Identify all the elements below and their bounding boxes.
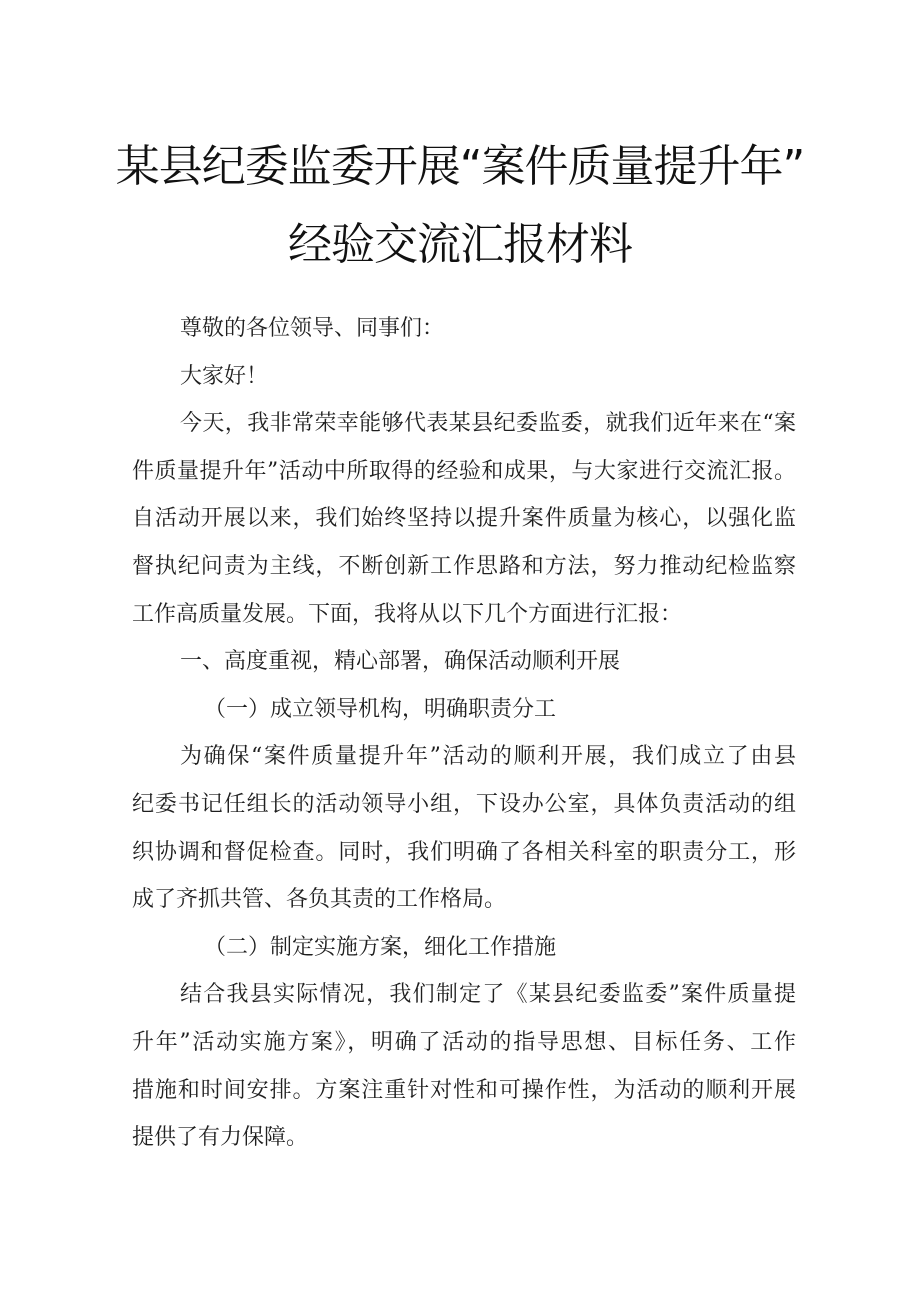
paragraph-line: 成了齐抓共管、各负其责的工作格局。: [132, 887, 507, 913]
document-title-line-2: 经验交流汇报材料: [288, 219, 632, 270]
greeting: 大家好！: [180, 363, 269, 389]
paragraph-line: 工作高质量发展。下面，我将从以下几个方面进行汇报：: [132, 601, 683, 627]
paragraph-line: 今天，我非常荣幸能够代表某县纪委监委，就我们近年来在“案: [180, 411, 796, 437]
paragraph-line: 升年”活动实施方案》，明确了活动的指导思想、目标任务、工作: [132, 1029, 796, 1055]
paragraph-line: 结合我县实际情况，我们制定了《某县纪委监委”案件质量提: [180, 982, 796, 1008]
paragraph-line: 措施和时间安排。方案注重针对性和可操作性，为活动的顺利开展: [132, 1077, 796, 1103]
salutation: 尊敬的各位领导、同事们：: [180, 316, 445, 341]
paragraph-line: 为确保“案件质量提升年”活动的顺利开展，我们成立了由县: [180, 744, 796, 770]
subsection-heading: （二）制定实施方案，细化工作措施: [204, 934, 557, 960]
subsection-heading: （一）成立领导机构，明确职责分工: [204, 696, 557, 722]
paragraph-line: 提供了有力保障。: [132, 1125, 309, 1151]
section-heading: 一、高度重视，精心部署，确保活动顺利开展: [180, 649, 621, 675]
document-title-line-1: 某县纪委监委开展“案件质量提升年”: [115, 141, 805, 192]
paragraph-line: 纪委书记任组长的活动领导小组，下设办公室，具体负责活动的组: [132, 791, 796, 817]
paragraph-line: 督执纪问责为主线，不断创新工作思路和方法，努力推动纪检监察: [132, 553, 796, 579]
paragraph-line: 织协调和督促检查。同时，我们明确了各相关科室的职责分工，形: [132, 839, 796, 865]
document-body: [132, 305, 796, 1162]
paragraph-line: 自活动开展以来，我们始终坚持以提升案件质量为核心，以强化监: [132, 506, 796, 532]
paragraph-line: 件质量提升年”活动中所取得的经验和成果，与大家进行交流汇报。: [132, 458, 796, 484]
